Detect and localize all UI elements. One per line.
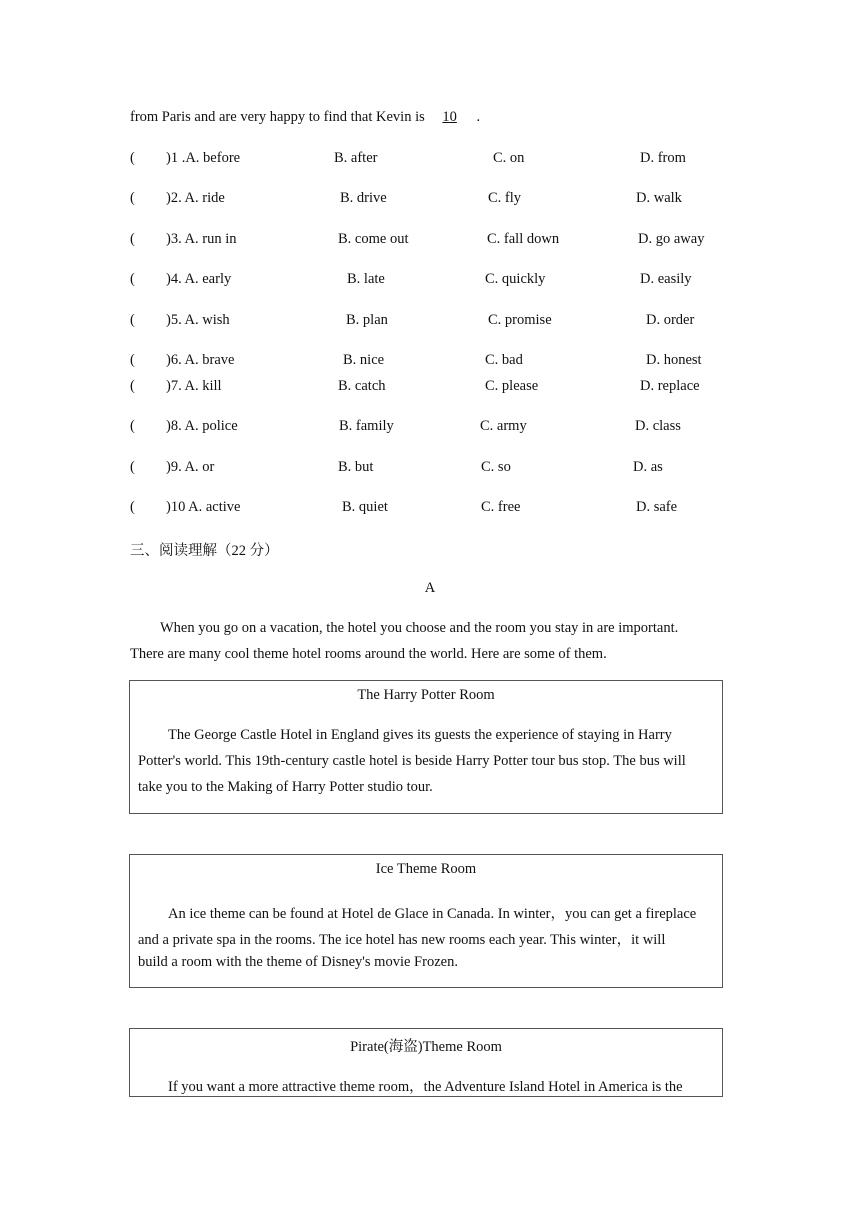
intro-text: from Paris and are very happy to find that Kevin is: [130, 109, 425, 125]
option-d: D. from: [640, 150, 686, 166]
passage-intro-line: There are many cool theme hotel rooms around the world. Here are some of them.: [130, 646, 607, 662]
box-line: An ice theme can be found at Hotel de Glace in Canada. In winter，you can get a fireplace: [168, 906, 697, 922]
option-a: )10 A. active: [166, 499, 241, 515]
intro-period: .: [476, 109, 481, 125]
option-c: C. promise: [488, 312, 552, 328]
option-c: C. so: [481, 459, 511, 475]
option-a: )7. A. kill: [166, 378, 222, 394]
option-a: )1 .A. before: [166, 150, 241, 166]
theme-room-box: [129, 680, 723, 814]
question-paren: (: [130, 378, 135, 394]
box-line: build a room with the theme of Disney's movie Frozen.: [138, 954, 458, 970]
answer-blank: 10: [442, 109, 457, 125]
question-paren: (: [130, 190, 135, 206]
option-b: B. but: [338, 459, 374, 475]
option-b: B. catch: [338, 378, 386, 394]
box-title: Pirate(海盗)Theme Room: [350, 1039, 502, 1055]
option-d: D. as: [633, 459, 663, 475]
option-d: D. walk: [636, 190, 682, 206]
question-paren: (: [130, 459, 135, 475]
box-line: The George Castle Hotel in England gives its guests the experience of staying in Harry: [168, 727, 672, 743]
box-line: and a private spa in the rooms. The ice hotel has new rooms each year. This winter，it will: [138, 932, 666, 948]
question-paren: (: [130, 150, 135, 166]
option-a: )4. A. early: [166, 271, 232, 287]
option-a: )3. A. run in: [166, 231, 237, 247]
question-paren: (: [130, 418, 135, 434]
passage-label: A: [424, 580, 436, 596]
question-paren: (: [130, 312, 135, 328]
option-a: )8. A. police: [166, 418, 238, 434]
option-c: C. on: [493, 150, 525, 166]
option-b: B. plan: [346, 312, 388, 328]
question-paren: (: [130, 499, 135, 515]
option-d: D. honest: [646, 352, 702, 368]
option-d: D. class: [635, 418, 681, 434]
option-c: C. army: [480, 418, 527, 434]
option-c: C. fall down: [487, 231, 560, 247]
option-b: B. quiet: [342, 499, 388, 515]
option-b: B. family: [339, 418, 394, 434]
option-b: B. after: [334, 150, 378, 166]
theme-room-box: [129, 1028, 723, 1097]
option-b: B. late: [347, 271, 385, 287]
question-paren: (: [130, 231, 135, 247]
option-d: D. easily: [640, 271, 692, 287]
option-d: D. replace: [640, 378, 700, 394]
option-a: )9. A. or: [166, 459, 215, 475]
option-c: C. please: [485, 378, 539, 394]
option-d: D. order: [646, 312, 695, 328]
box-title: Ice Theme Room: [375, 861, 477, 877]
option-a: )6. A. brave: [166, 352, 235, 368]
intro-line: [130, 109, 480, 126]
option-a: )2. A. ride: [166, 190, 225, 206]
option-c: C. free: [481, 499, 521, 515]
option-b: B. come out: [338, 231, 409, 247]
box-line: If you want a more attractive theme room，the Adventure Island Hotel in America is the: [168, 1079, 683, 1095]
question-paren: (: [130, 271, 135, 287]
option-d: D. safe: [636, 499, 678, 515]
option-c: C. bad: [485, 352, 523, 368]
box-line: Potter's world. This 19th-century castle hotel is beside Harry Potter tour bus stop. The bus will: [138, 753, 686, 769]
box-line: take you to the Making of Harry Potter studio tour.: [138, 779, 433, 795]
option-c: C. fly: [488, 190, 522, 206]
option-b: B. drive: [340, 190, 387, 206]
box-title: The Harry Potter Room: [357, 687, 495, 703]
passage-intro-line: When you go on a vacation, the hotel you choose and the room you stay in are important.: [160, 620, 679, 636]
option-d: D. go away: [638, 231, 705, 247]
option-c: C. quickly: [485, 271, 546, 287]
option-a: )5. A. wish: [166, 312, 230, 328]
question-paren: (: [130, 352, 135, 368]
theme-room-box: [129, 854, 723, 988]
section-heading: 三、阅读理解（22 分）: [130, 543, 279, 559]
option-b: B. nice: [343, 352, 385, 368]
